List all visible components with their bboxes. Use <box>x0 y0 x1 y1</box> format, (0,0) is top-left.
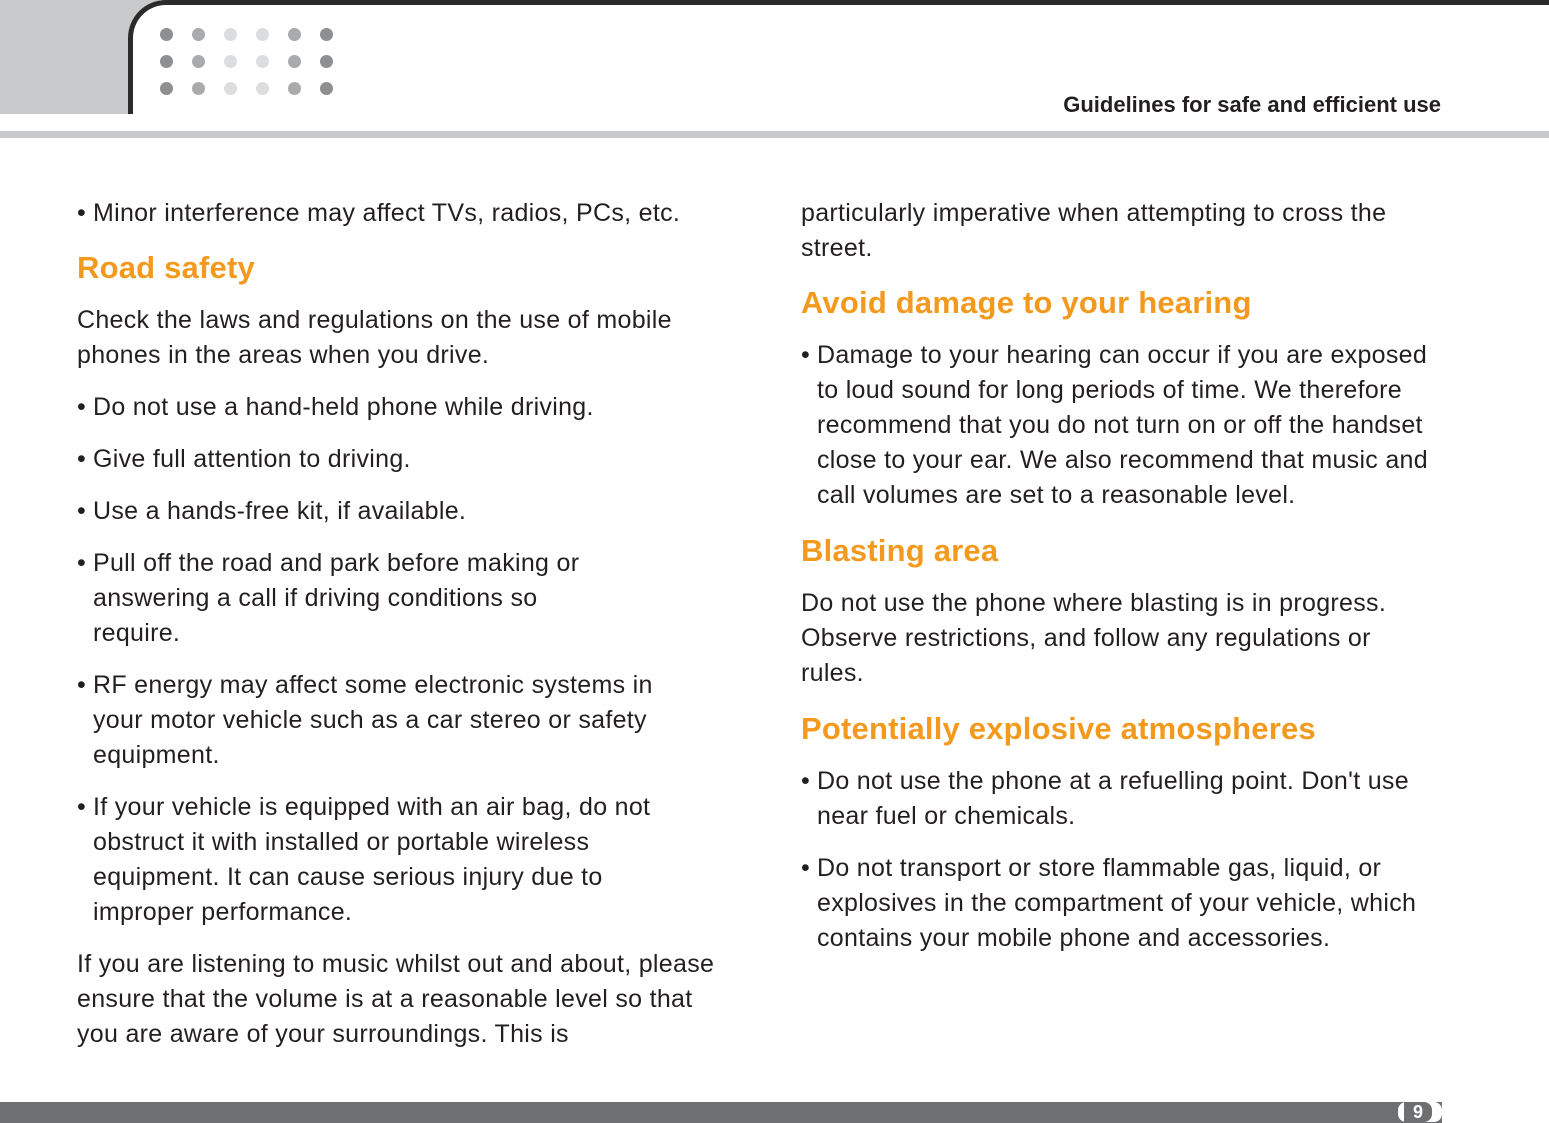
dot <box>224 82 237 95</box>
heading-avoid-hearing-damage: Avoid damage to your hearing <box>801 285 1252 320</box>
dot <box>160 55 173 68</box>
bullet-item: • Pull off the road and park before making or answering a call if driving conditions so require. <box>77 546 613 651</box>
right-column <box>801 196 1461 973</box>
dot <box>320 82 333 95</box>
heading-explosive-atmospheres: Potentially explosive atmospheres <box>801 711 1316 746</box>
heading-road-safety: Road safety <box>77 250 255 285</box>
bullet-item: • Use a hands-free kit, if available. <box>77 494 727 529</box>
section-title: Guidelines for safe and efficient use <box>1063 92 1441 117</box>
paragraph: If you are listening to music whilst out and about, please ensure that the volume is at a reasonable level so that you are aware of your surroundings. This is <box>77 950 715 1048</box>
bullet-item: • Do not transport or store flammable gas, liquid, or explosives in the compartment of your vehicle, which contains your mobile phone and accessories. <box>801 851 1467 956</box>
paragraph: Do not use the phone where blasting is in progress. Observe restrictions, and follow any regulations or rules. <box>801 589 1387 687</box>
dot <box>288 28 301 41</box>
dot <box>192 82 205 95</box>
page-number: 9 <box>1404 1102 1432 1122</box>
footer-bar <box>0 1102 1549 1123</box>
dot <box>192 55 205 68</box>
bullet-item: • Do not use the phone at a refuelling point. Don't use near fuel or chemicals. <box>801 764 1447 834</box>
dot <box>192 28 205 41</box>
heading-blasting-area: Blasting area <box>801 533 999 568</box>
dot <box>288 82 301 95</box>
dot <box>160 82 173 95</box>
left-column <box>77 196 727 1069</box>
bullet-item: • Minor interference may affect TVs, radios, PCs, etc. <box>77 196 727 231</box>
paragraph: Check the laws and regulations on the use of mobile phones in the areas when you drive. <box>77 306 672 369</box>
dot <box>224 28 237 41</box>
bullet-item: • Damage to your hearing can occur if you are exposed to loud sound for long periods of time. We therefore recommend that you do not turn on or off the handset close to your ear. We also recommend that music and call volumes are set to a reasonable level. <box>801 338 1442 513</box>
dot <box>320 55 333 68</box>
header-rule <box>0 131 1549 138</box>
footer-end <box>1442 1102 1549 1123</box>
dot <box>224 55 237 68</box>
dot <box>288 55 301 68</box>
dot <box>256 55 269 68</box>
bullet-item: • RF energy may affect some electronic systems in your motor vehicle such as a car stereo or safety equipment. <box>77 668 693 773</box>
dot <box>320 28 333 41</box>
dot <box>160 28 173 41</box>
paragraph: particularly imperative when attempting to cross the street. <box>801 199 1387 262</box>
bullet-item: • Do not use a hand-held phone while driving. <box>77 390 727 425</box>
dot <box>256 82 269 95</box>
dot <box>256 28 269 41</box>
bullet-item: • If your vehicle is equipped with an air bag, do not obstruct it with installed or portable wireless equipment. It can cause serious injury due to improper performance. <box>77 790 683 930</box>
dot-pattern-decoration <box>160 28 333 95</box>
bullet-item: • Give full attention to driving. <box>77 442 727 477</box>
